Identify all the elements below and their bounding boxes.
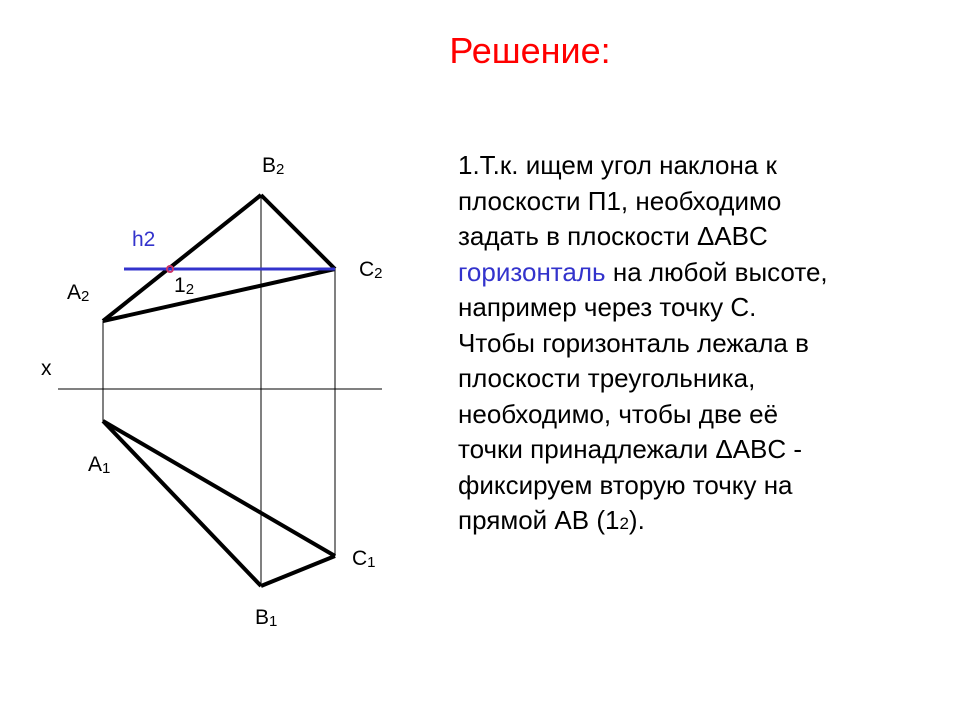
- text-line-11-a: прямой AB (1: [458, 505, 620, 535]
- label-c2: C2: [359, 258, 383, 282]
- text-line-10: фиксируем вторую точку на: [458, 469, 793, 500]
- horizontal-term: горизонталь: [458, 256, 606, 287]
- text-line-11-b: ).: [628, 505, 645, 535]
- text-line-3: задать в плоскости ΔABC: [458, 221, 768, 251]
- text-line-8: необходимо, чтобы две её: [458, 398, 779, 429]
- label-a1: A1: [88, 453, 111, 477]
- label-c1: C1: [352, 547, 376, 571]
- label-b2: B2: [262, 154, 285, 178]
- edge-b1-c1: [261, 556, 335, 586]
- label-b1: B1: [255, 606, 278, 630]
- text-line-4-rest: на любой высоте,: [605, 256, 828, 287]
- edge-a1-c1: [103, 421, 335, 556]
- slide-title: Решение:: [449, 30, 611, 71]
- label-1-2: 12: [174, 274, 195, 298]
- text-line-2: плоскости П1, необходимо: [458, 185, 782, 216]
- edge-a1-b1: [103, 421, 261, 586]
- label-x: x: [41, 357, 52, 380]
- text-line-1: 1.Т.к. ищем угол наклона к: [458, 150, 777, 180]
- edge-b2-c2: [261, 195, 335, 269]
- text-line-4: [458, 257, 828, 287]
- label-h2: h2: [132, 228, 156, 251]
- text-line-11-sub: 2: [619, 514, 629, 533]
- text-line-11: [458, 505, 645, 535]
- text-line-5: например через точку C.: [458, 292, 757, 322]
- solution-text: [458, 148, 928, 542]
- text-line-7: плоскости треугольника,: [458, 363, 756, 393]
- text-line-6: Чтобы горизонталь лежала в: [458, 327, 809, 358]
- text-line-9: точки принадлежали ΔABC -: [458, 434, 803, 464]
- label-a2: A2: [67, 281, 90, 305]
